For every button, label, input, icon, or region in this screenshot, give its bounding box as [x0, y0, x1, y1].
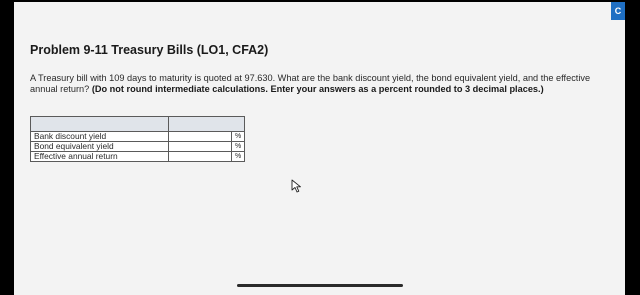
table-row: [31, 152, 245, 162]
question-body: A Treasury bill with 109 days to maturity is quoted at 97.630. What are the bank discount yield, the bond equivalent yield, and the effective annual return?: [30, 73, 591, 94]
effective-annual-return-cell: [169, 152, 232, 162]
table-row: [31, 142, 245, 152]
corner-button[interactable]: C: [611, 2, 625, 20]
header-cell-value: [169, 117, 245, 132]
answer-table-header: [31, 117, 245, 132]
home-indicator-bar: [237, 284, 403, 287]
bond-equivalent-yield-input[interactable]: [169, 142, 231, 151]
row-label-effective-annual-return: Effective annual return: [31, 152, 169, 162]
mouse-pointer-icon: [291, 179, 303, 193]
bond-equivalent-yield-cell: [169, 142, 232, 152]
row-label-bond-equivalent-yield: Bond equivalent yield: [31, 142, 169, 152]
question-text: [30, 73, 620, 95]
bank-discount-yield-input[interactable]: [169, 132, 231, 141]
question-instructions: (Do not round intermediate calculations. Enter your answers as a percent rounded to 3 decimal places.): [91, 84, 544, 94]
bank-discount-yield-cell: [169, 132, 232, 142]
percent-unit: %: [232, 152, 245, 162]
percent-unit: %: [232, 142, 245, 152]
header-cell-label: [31, 117, 169, 132]
answer-table: [30, 116, 245, 162]
row-label-bank-discount-yield: Bank discount yield: [31, 132, 169, 142]
percent-unit: %: [232, 132, 245, 142]
problem-title: Problem 9-11 Treasury Bills (LO1, CFA2): [30, 43, 269, 57]
table-row: [31, 132, 245, 142]
effective-annual-return-input[interactable]: [169, 152, 231, 161]
